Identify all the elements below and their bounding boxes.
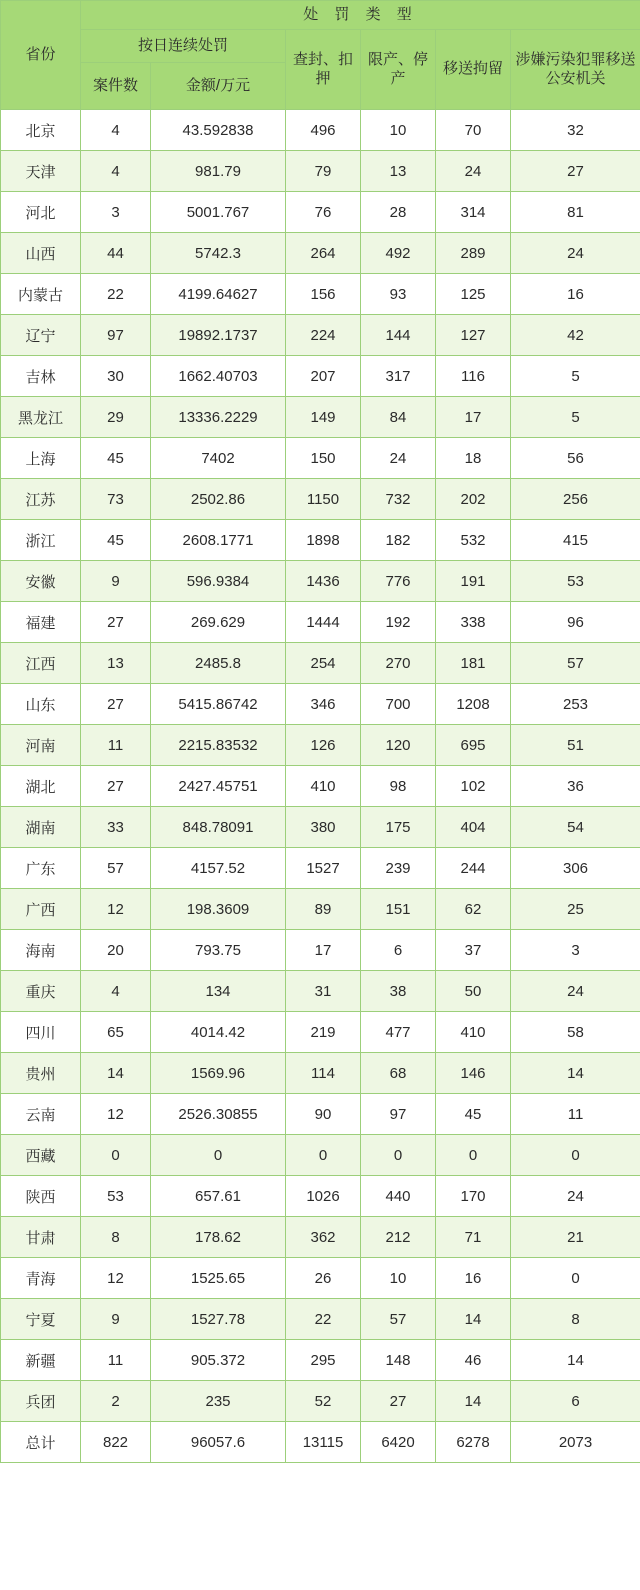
cell-case-count: 45 — [81, 438, 151, 479]
cell-seal-seizure: 156 — [286, 274, 361, 315]
table-row — [1, 561, 640, 602]
cell-amount: 13336.2229 — [151, 397, 286, 438]
header-case-count: 案件数 — [81, 63, 151, 110]
cell-case-count: 57 — [81, 848, 151, 889]
cell-case-count: 822 — [81, 1422, 151, 1463]
cell-crime-transfer-police: 27 — [511, 151, 640, 192]
cell-province: 海南 — [1, 930, 81, 971]
cell-case-count: 3 — [81, 192, 151, 233]
cell-amount: 1662.40703 — [151, 356, 286, 397]
cell-case-count: 11 — [81, 725, 151, 766]
cell-limit-production: 68 — [361, 1053, 436, 1094]
cell-limit-production: 93 — [361, 274, 436, 315]
table-row — [1, 151, 640, 192]
cell-case-count: 29 — [81, 397, 151, 438]
cell-province: 江西 — [1, 643, 81, 684]
cell-transfer-detention: 45 — [436, 1094, 511, 1135]
cell-crime-transfer-police: 25 — [511, 889, 640, 930]
cell-province: 总计 — [1, 1422, 81, 1463]
cell-seal-seizure: 295 — [286, 1340, 361, 1381]
cell-amount: 905.372 — [151, 1340, 286, 1381]
cell-crime-transfer-police: 0 — [511, 1135, 640, 1176]
table-row — [1, 1176, 640, 1217]
cell-limit-production: 6420 — [361, 1422, 436, 1463]
cell-province: 天津 — [1, 151, 81, 192]
table-row — [1, 479, 640, 520]
cell-seal-seizure: 79 — [286, 151, 361, 192]
cell-province: 河南 — [1, 725, 81, 766]
cell-amount: 1525.65 — [151, 1258, 286, 1299]
cell-amount: 19892.1737 — [151, 315, 286, 356]
cell-seal-seizure: 1436 — [286, 561, 361, 602]
cell-crime-transfer-police: 42 — [511, 315, 640, 356]
cell-seal-seizure: 76 — [286, 192, 361, 233]
cell-limit-production: 27 — [361, 1381, 436, 1422]
cell-limit-production: 732 — [361, 479, 436, 520]
cell-crime-transfer-police: 3 — [511, 930, 640, 971]
cell-seal-seizure: 254 — [286, 643, 361, 684]
cell-transfer-detention: 18 — [436, 438, 511, 479]
table-row — [1, 438, 640, 479]
cell-amount: 2526.30855 — [151, 1094, 286, 1135]
header-seal-seizure: 查封、扣押 — [286, 30, 361, 110]
cell-amount: 596.9384 — [151, 561, 286, 602]
cell-seal-seizure: 1150 — [286, 479, 361, 520]
table-row — [1, 602, 640, 643]
cell-amount: 178.62 — [151, 1217, 286, 1258]
cell-transfer-detention: 244 — [436, 848, 511, 889]
cell-limit-production: 6 — [361, 930, 436, 971]
cell-case-count: 9 — [81, 1299, 151, 1340]
cell-seal-seizure: 362 — [286, 1217, 361, 1258]
cell-crime-transfer-police: 53 — [511, 561, 640, 602]
cell-province: 新疆 — [1, 1340, 81, 1381]
cell-crime-transfer-police: 0 — [511, 1258, 640, 1299]
cell-province: 广东 — [1, 848, 81, 889]
cell-province: 上海 — [1, 438, 81, 479]
table-row — [1, 192, 640, 233]
cell-limit-production: 192 — [361, 602, 436, 643]
table-row — [1, 889, 640, 930]
cell-case-count: 4 — [81, 151, 151, 192]
cell-amount: 2215.83532 — [151, 725, 286, 766]
cell-seal-seizure: 149 — [286, 397, 361, 438]
cell-seal-seizure: 89 — [286, 889, 361, 930]
table-row — [1, 1012, 640, 1053]
header-row-group — [1, 30, 640, 63]
cell-crime-transfer-police: 36 — [511, 766, 640, 807]
table-row — [1, 1381, 640, 1422]
cell-province: 兵团 — [1, 1381, 81, 1422]
cell-seal-seizure: 22 — [286, 1299, 361, 1340]
cell-transfer-detention: 37 — [436, 930, 511, 971]
cell-seal-seizure: 90 — [286, 1094, 361, 1135]
cell-amount: 2427.45751 — [151, 766, 286, 807]
cell-limit-production: 776 — [361, 561, 436, 602]
table-row — [1, 971, 640, 1012]
cell-amount: 1569.96 — [151, 1053, 286, 1094]
cell-case-count: 4 — [81, 971, 151, 1012]
cell-crime-transfer-police: 5 — [511, 397, 640, 438]
cell-limit-production: 182 — [361, 520, 436, 561]
cell-province: 广西 — [1, 889, 81, 930]
cell-amount: 235 — [151, 1381, 286, 1422]
cell-limit-production: 477 — [361, 1012, 436, 1053]
cell-transfer-detention: 127 — [436, 315, 511, 356]
cell-limit-production: 492 — [361, 233, 436, 274]
cell-seal-seizure: 26 — [286, 1258, 361, 1299]
cell-province: 北京 — [1, 110, 81, 151]
cell-province: 福建 — [1, 602, 81, 643]
cell-limit-production: 57 — [361, 1299, 436, 1340]
cell-crime-transfer-police: 16 — [511, 274, 640, 315]
cell-crime-transfer-police: 5 — [511, 356, 640, 397]
cell-case-count: 30 — [81, 356, 151, 397]
cell-case-count: 97 — [81, 315, 151, 356]
cell-limit-production: 10 — [361, 1258, 436, 1299]
cell-transfer-detention: 24 — [436, 151, 511, 192]
cell-province: 陕西 — [1, 1176, 81, 1217]
cell-case-count: 27 — [81, 684, 151, 725]
cell-limit-production: 700 — [361, 684, 436, 725]
header-crime-transfer-police: 涉嫌污染犯罪移送公安机关 — [511, 30, 640, 110]
cell-amount: 1527.78 — [151, 1299, 286, 1340]
cell-transfer-detention: 14 — [436, 1381, 511, 1422]
cell-transfer-detention: 410 — [436, 1012, 511, 1053]
cell-province: 浙江 — [1, 520, 81, 561]
cell-seal-seizure: 207 — [286, 356, 361, 397]
cell-case-count: 11 — [81, 1340, 151, 1381]
cell-case-count: 12 — [81, 1094, 151, 1135]
cell-crime-transfer-police: 6 — [511, 1381, 640, 1422]
cell-province: 山西 — [1, 233, 81, 274]
cell-amount: 5001.767 — [151, 192, 286, 233]
cell-transfer-detention: 191 — [436, 561, 511, 602]
cell-province: 湖南 — [1, 807, 81, 848]
cell-seal-seizure: 346 — [286, 684, 361, 725]
header-row-top — [1, 1, 640, 30]
cell-amount: 793.75 — [151, 930, 286, 971]
cell-transfer-detention: 70 — [436, 110, 511, 151]
cell-case-count: 20 — [81, 930, 151, 971]
cell-province: 云南 — [1, 1094, 81, 1135]
cell-seal-seizure: 17 — [286, 930, 361, 971]
cell-case-count: 9 — [81, 561, 151, 602]
cell-province: 湖北 — [1, 766, 81, 807]
table-row — [1, 930, 640, 971]
cell-province: 河北 — [1, 192, 81, 233]
cell-amount: 4014.42 — [151, 1012, 286, 1053]
cell-limit-production: 13 — [361, 151, 436, 192]
cell-transfer-detention: 125 — [436, 274, 511, 315]
table-row — [1, 520, 640, 561]
cell-limit-production: 440 — [361, 1176, 436, 1217]
cell-province: 宁夏 — [1, 1299, 81, 1340]
cell-seal-seizure: 1444 — [286, 602, 361, 643]
cell-crime-transfer-police: 57 — [511, 643, 640, 684]
cell-limit-production: 97 — [361, 1094, 436, 1135]
cell-limit-production: 239 — [361, 848, 436, 889]
table-row — [1, 1053, 640, 1094]
cell-limit-production: 98 — [361, 766, 436, 807]
cell-limit-production: 28 — [361, 192, 436, 233]
header-amount: 金额/万元 — [151, 63, 286, 110]
table-row — [1, 1217, 640, 1258]
cell-amount: 7402 — [151, 438, 286, 479]
cell-seal-seizure: 410 — [286, 766, 361, 807]
cell-amount: 4199.64627 — [151, 274, 286, 315]
table-row — [1, 356, 640, 397]
table-row — [1, 110, 640, 151]
cell-crime-transfer-police: 11 — [511, 1094, 640, 1135]
cell-transfer-detention: 62 — [436, 889, 511, 930]
cell-limit-production: 120 — [361, 725, 436, 766]
table-row — [1, 1340, 640, 1381]
cell-seal-seizure: 219 — [286, 1012, 361, 1053]
cell-seal-seizure: 150 — [286, 438, 361, 479]
table-row — [1, 315, 640, 356]
cell-province: 内蒙古 — [1, 274, 81, 315]
cell-transfer-detention: 532 — [436, 520, 511, 561]
cell-amount: 96057.6 — [151, 1422, 286, 1463]
cell-seal-seizure: 1898 — [286, 520, 361, 561]
cell-amount: 2485.8 — [151, 643, 286, 684]
cell-province: 西藏 — [1, 1135, 81, 1176]
header-penalty-type: 处 罚 类 型 — [81, 1, 640, 30]
cell-amount: 2502.86 — [151, 479, 286, 520]
table-row — [1, 397, 640, 438]
cell-case-count: 14 — [81, 1053, 151, 1094]
table-row — [1, 848, 640, 889]
cell-transfer-detention: 314 — [436, 192, 511, 233]
cell-amount: 134 — [151, 971, 286, 1012]
cell-limit-production: 24 — [361, 438, 436, 479]
cell-seal-seizure: 1527 — [286, 848, 361, 889]
table-row — [1, 233, 640, 274]
cell-transfer-detention: 6278 — [436, 1422, 511, 1463]
cell-limit-production: 38 — [361, 971, 436, 1012]
cell-seal-seizure: 52 — [286, 1381, 361, 1422]
table-body — [1, 110, 640, 1463]
cell-amount: 43.592838 — [151, 110, 286, 151]
cell-seal-seizure: 13115 — [286, 1422, 361, 1463]
cell-case-count: 13 — [81, 643, 151, 684]
cell-seal-seizure: 1026 — [286, 1176, 361, 1217]
cell-province: 四川 — [1, 1012, 81, 1053]
cell-amount: 269.629 — [151, 602, 286, 643]
cell-crime-transfer-police: 415 — [511, 520, 640, 561]
table-row — [1, 684, 640, 725]
cell-limit-production: 212 — [361, 1217, 436, 1258]
header-group-daily-penalty: 按日连续处罚 — [81, 30, 286, 63]
cell-case-count: 73 — [81, 479, 151, 520]
cell-crime-transfer-police: 14 — [511, 1340, 640, 1381]
cell-crime-transfer-police: 56 — [511, 438, 640, 479]
cell-limit-production: 148 — [361, 1340, 436, 1381]
cell-transfer-detention: 17 — [436, 397, 511, 438]
cell-crime-transfer-police: 253 — [511, 684, 640, 725]
cell-transfer-detention: 46 — [436, 1340, 511, 1381]
table-row — [1, 274, 640, 315]
cell-crime-transfer-police: 256 — [511, 479, 640, 520]
cell-province: 黑龙江 — [1, 397, 81, 438]
cell-province: 江苏 — [1, 479, 81, 520]
cell-case-count: 45 — [81, 520, 151, 561]
cell-amount: 981.79 — [151, 151, 286, 192]
cell-crime-transfer-police: 81 — [511, 192, 640, 233]
cell-crime-transfer-police: 24 — [511, 1176, 640, 1217]
cell-transfer-detention: 102 — [436, 766, 511, 807]
cell-limit-production: 270 — [361, 643, 436, 684]
cell-transfer-detention: 202 — [436, 479, 511, 520]
table-row — [1, 1258, 640, 1299]
cell-transfer-detention: 338 — [436, 602, 511, 643]
cell-amount: 5742.3 — [151, 233, 286, 274]
cell-crime-transfer-police: 2073 — [511, 1422, 640, 1463]
cell-limit-production: 144 — [361, 315, 436, 356]
table-row — [1, 1299, 640, 1340]
cell-seal-seizure: 264 — [286, 233, 361, 274]
cell-transfer-detention: 695 — [436, 725, 511, 766]
cell-case-count: 27 — [81, 602, 151, 643]
cell-province: 青海 — [1, 1258, 81, 1299]
cell-crime-transfer-police: 24 — [511, 971, 640, 1012]
cell-crime-transfer-police: 51 — [511, 725, 640, 766]
cell-province: 贵州 — [1, 1053, 81, 1094]
cell-case-count: 65 — [81, 1012, 151, 1053]
cell-case-count: 44 — [81, 233, 151, 274]
cell-crime-transfer-police: 306 — [511, 848, 640, 889]
table-row — [1, 643, 640, 684]
cell-transfer-detention: 170 — [436, 1176, 511, 1217]
cell-limit-production: 10 — [361, 110, 436, 151]
cell-limit-production: 0 — [361, 1135, 436, 1176]
cell-seal-seizure: 126 — [286, 725, 361, 766]
cell-transfer-detention: 71 — [436, 1217, 511, 1258]
cell-amount: 198.3609 — [151, 889, 286, 930]
cell-province: 辽宁 — [1, 315, 81, 356]
cell-province: 安徽 — [1, 561, 81, 602]
cell-limit-production: 84 — [361, 397, 436, 438]
cell-transfer-detention: 1208 — [436, 684, 511, 725]
cell-amount: 848.78091 — [151, 807, 286, 848]
cell-case-count: 53 — [81, 1176, 151, 1217]
cell-province: 重庆 — [1, 971, 81, 1012]
cell-province: 甘肃 — [1, 1217, 81, 1258]
cell-province: 吉林 — [1, 356, 81, 397]
cell-seal-seizure: 380 — [286, 807, 361, 848]
cell-transfer-detention: 14 — [436, 1299, 511, 1340]
cell-crime-transfer-police: 8 — [511, 1299, 640, 1340]
table-row — [1, 807, 640, 848]
cell-seal-seizure: 31 — [286, 971, 361, 1012]
cell-transfer-detention: 404 — [436, 807, 511, 848]
cell-transfer-detention: 16 — [436, 1258, 511, 1299]
table-row — [1, 766, 640, 807]
cell-limit-production: 175 — [361, 807, 436, 848]
table-row — [1, 1094, 640, 1135]
cell-amount: 5415.86742 — [151, 684, 286, 725]
header-transfer-detention: 移送拘留 — [436, 30, 511, 110]
cell-limit-production: 317 — [361, 356, 436, 397]
cell-transfer-detention: 181 — [436, 643, 511, 684]
cell-province: 山东 — [1, 684, 81, 725]
cell-crime-transfer-police: 32 — [511, 110, 640, 151]
cell-transfer-detention: 116 — [436, 356, 511, 397]
cell-case-count: 12 — [81, 889, 151, 930]
cell-case-count: 33 — [81, 807, 151, 848]
cell-seal-seizure: 496 — [286, 110, 361, 151]
cell-crime-transfer-police: 58 — [511, 1012, 640, 1053]
cell-amount: 2608.1771 — [151, 520, 286, 561]
cell-crime-transfer-police: 24 — [511, 233, 640, 274]
cell-crime-transfer-police: 96 — [511, 602, 640, 643]
cell-limit-production: 151 — [361, 889, 436, 930]
cell-case-count: 12 — [81, 1258, 151, 1299]
cell-transfer-detention: 0 — [436, 1135, 511, 1176]
cell-case-count: 27 — [81, 766, 151, 807]
cell-crime-transfer-police: 21 — [511, 1217, 640, 1258]
cell-transfer-detention: 289 — [436, 233, 511, 274]
cell-seal-seizure: 114 — [286, 1053, 361, 1094]
cell-seal-seizure: 0 — [286, 1135, 361, 1176]
cell-crime-transfer-police: 54 — [511, 807, 640, 848]
header-limit-production: 限产、停产 — [361, 30, 436, 110]
table-row — [1, 725, 640, 766]
cell-case-count: 2 — [81, 1381, 151, 1422]
header-province: 省份 — [1, 1, 81, 110]
cell-case-count: 4 — [81, 110, 151, 151]
table-row — [1, 1135, 640, 1176]
cell-amount: 657.61 — [151, 1176, 286, 1217]
cell-transfer-detention: 146 — [436, 1053, 511, 1094]
table-header — [1, 1, 640, 110]
cell-amount: 0 — [151, 1135, 286, 1176]
table-row-total — [1, 1422, 640, 1463]
cell-amount: 4157.52 — [151, 848, 286, 889]
cell-seal-seizure: 224 — [286, 315, 361, 356]
cell-case-count: 0 — [81, 1135, 151, 1176]
cell-crime-transfer-police: 14 — [511, 1053, 640, 1094]
cell-case-count: 8 — [81, 1217, 151, 1258]
cell-transfer-detention: 50 — [436, 971, 511, 1012]
cell-case-count: 22 — [81, 274, 151, 315]
